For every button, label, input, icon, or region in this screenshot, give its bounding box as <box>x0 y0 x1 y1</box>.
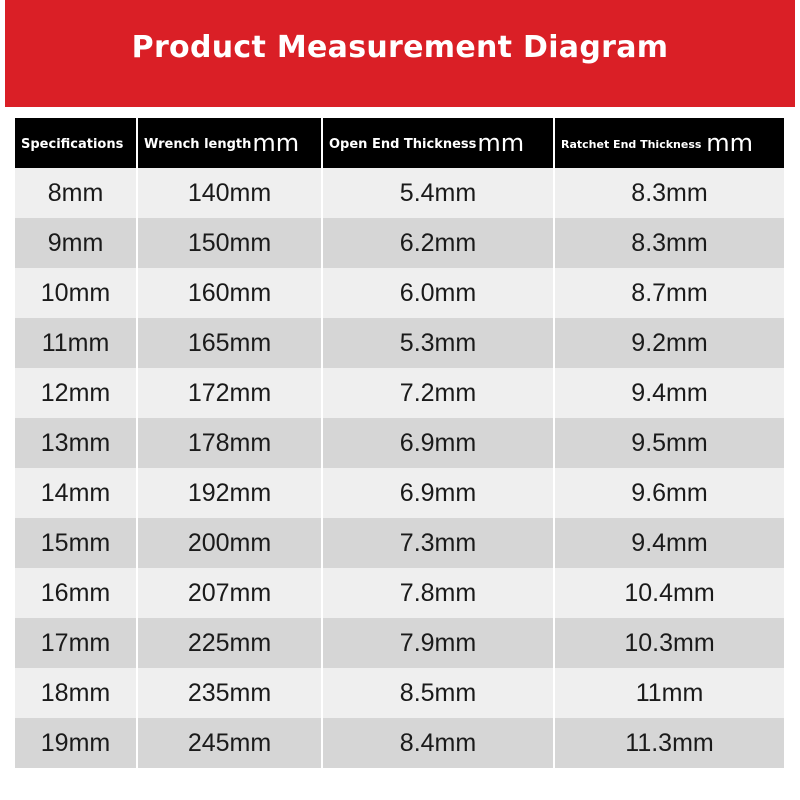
table-row <box>15 618 784 668</box>
table-cell: 8mm <box>15 168 137 218</box>
table-cell: 5.4mm <box>322 168 554 218</box>
table-cell: 150mm <box>137 218 322 268</box>
table-row <box>15 518 784 568</box>
table-cell: 16mm <box>15 568 137 618</box>
title-banner <box>5 0 795 107</box>
table-header-row <box>15 118 784 168</box>
table-cell: 9.4mm <box>554 368 784 418</box>
table-cell: 11.3mm <box>554 718 784 768</box>
table-body <box>15 168 784 768</box>
table-cell: 6.2mm <box>322 218 554 268</box>
table-cell: 160mm <box>137 268 322 318</box>
table-cell: 9.4mm <box>554 518 784 568</box>
table-cell: 245mm <box>137 718 322 768</box>
table-cell: 8.7mm <box>554 268 784 318</box>
table-cell: 5.3mm <box>322 318 554 368</box>
page-title: Product Measurement Diagram <box>131 30 669 65</box>
table-cell: 11mm <box>15 318 137 368</box>
table-row <box>15 168 784 218</box>
header-open-end-thickness <box>322 118 554 168</box>
table-cell: 7.9mm <box>322 618 554 668</box>
table-cell: 11mm <box>554 668 784 718</box>
header-specifications <box>15 118 137 168</box>
table-cell: 172mm <box>137 368 322 418</box>
header-wrench-length <box>137 118 322 168</box>
table-cell: 19mm <box>15 718 137 768</box>
table-cell: 7.8mm <box>322 568 554 618</box>
table-row <box>15 368 784 418</box>
table-cell: 6.0mm <box>322 268 554 318</box>
table-row <box>15 718 784 768</box>
table-row <box>15 418 784 468</box>
table-cell: 7.2mm <box>322 368 554 418</box>
table-cell: 10mm <box>15 268 137 318</box>
table-cell: 207mm <box>137 568 322 618</box>
table-cell: 7.3mm <box>322 518 554 568</box>
table-row <box>15 468 784 518</box>
table-cell: 8.3mm <box>554 168 784 218</box>
table-cell: 8.3mm <box>554 218 784 268</box>
table-cell: 18mm <box>15 668 137 718</box>
table-cell: 13mm <box>15 418 137 468</box>
table-cell: 178mm <box>137 418 322 468</box>
table-cell: 9.2mm <box>554 318 784 368</box>
header-unit: mm <box>252 129 300 157</box>
table-cell: 140mm <box>137 168 322 218</box>
table-cell: 9.6mm <box>554 468 784 518</box>
header-unit: mm <box>477 129 525 157</box>
header-label: Ratchet End Thickness <box>561 138 706 151</box>
table-cell: 10.4mm <box>554 568 784 618</box>
measurement-table <box>15 118 784 768</box>
table-row <box>15 668 784 718</box>
table-cell: 10.3mm <box>554 618 784 668</box>
header-unit: mm <box>706 129 754 157</box>
table-cell: 8.5mm <box>322 668 554 718</box>
table-cell: 192mm <box>137 468 322 518</box>
header-ratchet-end-thickness <box>554 118 784 168</box>
table-cell: 235mm <box>137 668 322 718</box>
table-cell: 12mm <box>15 368 137 418</box>
header-label: Open End Thickness <box>329 137 477 152</box>
table-cell: 165mm <box>137 318 322 368</box>
table-cell: 9mm <box>15 218 137 268</box>
table-row <box>15 268 784 318</box>
header-label: Wrench length <box>144 137 252 152</box>
table-cell: 9.5mm <box>554 418 784 468</box>
table-cell: 8.4mm <box>322 718 554 768</box>
table-cell: 14mm <box>15 468 137 518</box>
table-cell: 6.9mm <box>322 468 554 518</box>
table-cell: 225mm <box>137 618 322 668</box>
table-cell: 6.9mm <box>322 418 554 468</box>
table-cell: 15mm <box>15 518 137 568</box>
header-label: Specifications <box>21 137 124 152</box>
table-row <box>15 218 784 268</box>
table-row <box>15 568 784 618</box>
table-cell: 17mm <box>15 618 137 668</box>
table-row <box>15 318 784 368</box>
table-cell: 200mm <box>137 518 322 568</box>
